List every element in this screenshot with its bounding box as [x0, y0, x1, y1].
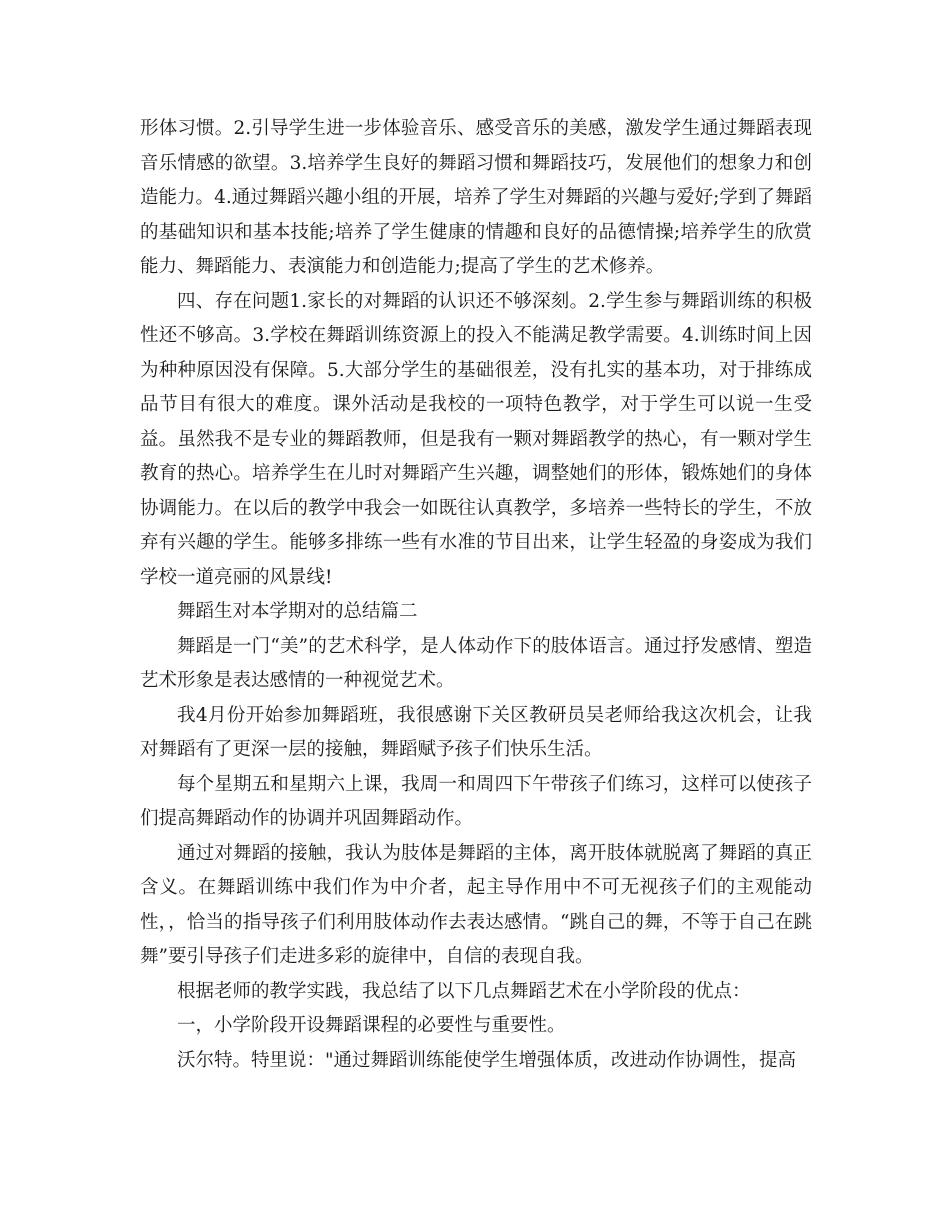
paragraph-continuation: 形体习惯。2.引导学生进一步体验音乐、感受音乐的美感，激发学生通过舞蹈表现音乐情感的欲望。3.培养学生良好的舞蹈习惯和舞蹈技巧，发展他们的想象力和创造能力。4.通过舞蹈兴趣小组的开展，培养了学生对舞蹈的兴趣与爱好;学到了舞蹈的基础知识和基本技能;培养了学生健康的情趣和良好的品德情操;培养学生的欣赏能力、舞蹈能力、表演能力和创造能力;提高了学生的艺术修养。	[140, 118, 812, 277]
paragraph-summary-intro: 根据老师的教学实践，我总结了以下几点舞蹈艺术在小学阶段的优点：	[177, 980, 751, 1002]
paragraph-joining-class: 我4月份开始参加舞蹈班，我很感谢下关区教研员吴老师给我这次机会，让我对舞蹈有了更深一层的接触，舞蹈赋予孩子们快乐生活。	[140, 704, 812, 760]
paragraph-point-one: 一，小学阶段开设舞蹈课程的必要性与重要性。	[177, 1015, 566, 1036]
section-heading: 舞蹈生对本学期对的总结篇二	[177, 601, 418, 622]
document-body	[140, 112, 812, 1078]
paragraph-body-expression: 通过对舞蹈的接触，我认为肢体是舞蹈的主体，离开肢体就脱离了舞蹈的真正含义。在舞蹈训练中我们作为中介者，起主导作用中不可无视孩子们的主观能动性，，恰当的指导孩子们利用肢体动作去表达感情。“跳自己的舞，不等于自己在跳舞”要引导孩子们走进多彩的旋律中，自信的表现自我。	[140, 842, 812, 967]
paragraph-existing-problems: 四、存在问题1.家长的对舞蹈的认识还不够深刻。2.学生参与舞蹈训练的积极性还不够高。3.学校在舞蹈训练资源上的投入不能满足教学需要。4.训练时间上因为种种原因没有保障。5.大部分学生的基础很差，没有扎实的基本功，对于排练成品节目有很大的难度。课外活动是我校的一项特色教学，对于学生可以说一生受益。虽然我不是专业的舞蹈教师，但是我有一颗对舞蹈教学的热心，有一颗对学生教育的热心。培养学生在儿时对舞蹈产生兴趣，调整她们的形体，锻炼她们的身体协调能力。在以后的教学中我会一如既往认真教学，多培养一些特长的学生，不放弃有兴趣的学生。能够多排练一些有水准的节目出来，让学生轻盈的身姿成为我们学校一道亮丽的风景线!	[140, 290, 812, 588]
paragraph-dance-definition: 舞蹈是一门“美”的艺术科学，是人体动作下的肢体语言。通过抒发感情、塑造艺术形象是表达感情的一种视觉艺术。	[140, 635, 812, 691]
paragraph-schedule: 每个星期五和星期六上课，我周一和周四下午带孩子们练习，这样可以使孩子们提高舞蹈动作的协调并巩固舞蹈动作。	[140, 773, 812, 829]
paragraph-quote: 沃尔特。特里说："通过舞蹈训练能使学生增强体质，改进动作协调性，提高	[177, 1049, 797, 1071]
